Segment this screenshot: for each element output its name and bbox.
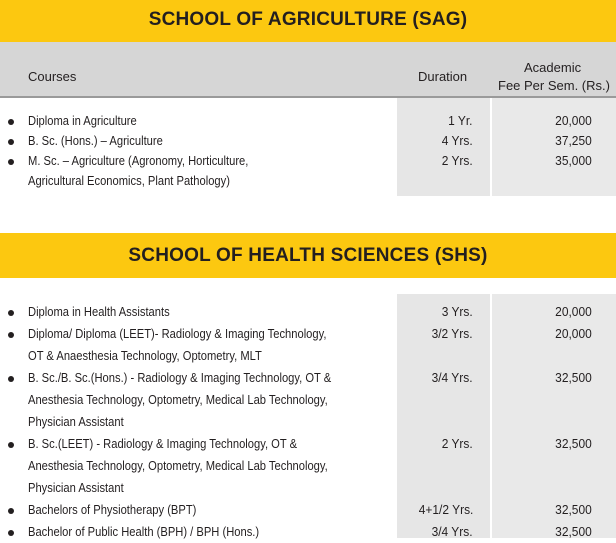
course-fee: 20,000	[555, 304, 592, 319]
course-duration: 3/4 Yrs.	[432, 370, 473, 385]
course-name-line: M. Sc. – Agriculture (Agronomy, Horticulture,	[28, 153, 249, 168]
course-name-line: Diploma in Agriculture	[28, 113, 137, 128]
fee-header-line2: Fee Per Sem. (Rs.)	[498, 78, 610, 93]
list-bullet	[8, 508, 14, 514]
sag-table-header	[0, 42, 616, 98]
course-name-line: Anesthesia Technology, Optometry, Medical Lab Technology,	[28, 458, 328, 473]
list-bullet	[8, 442, 14, 448]
course-duration: 4+1/2 Yrs.	[418, 502, 473, 517]
course-duration: 2 Yrs.	[441, 436, 473, 451]
course-name-line: B. Sc./B. Sc.(Hons.) - Radiology & Imaging Technology, OT &	[28, 370, 332, 385]
course-name-line: B. Sc.(LEET) - Radiology & Imaging Technology, OT &	[28, 436, 298, 451]
list-bullet	[8, 119, 14, 125]
list-bullet	[8, 530, 14, 536]
list-bullet	[8, 310, 14, 316]
course-fee: 32,500	[555, 370, 592, 385]
shs-section-title-banner	[0, 233, 616, 278]
course-name-line: Physician Assistant	[28, 414, 124, 429]
list-bullet	[8, 139, 14, 145]
course-fee: 32,500	[555, 436, 592, 451]
course-duration: 3/4 Yrs.	[432, 524, 473, 539]
course-fee: 32,500	[555, 502, 592, 517]
fee-header-line1: Academic	[524, 60, 582, 75]
sag-section-title-banner	[0, 0, 616, 42]
course-name-line: Anesthesia Technology, Optometry, Medical Lab Technology,	[28, 392, 328, 407]
course-name-line: Agricultural Economics, Plant Pathology)	[28, 173, 230, 188]
course-fee: 20,000	[555, 326, 592, 341]
course-duration: 1 Yr.	[448, 113, 473, 128]
course-name-line: Physician Assistant	[28, 480, 124, 495]
list-bullet	[8, 332, 14, 338]
course-fee: 37,250	[555, 133, 592, 148]
course-name-line: Diploma in Health Assistants	[28, 304, 170, 319]
course-duration: 2 Yrs.	[441, 153, 473, 168]
shs-fee-column-bg	[492, 294, 616, 538]
shs-section-title: SCHOOL OF HEALTH SCIENCES (SHS)	[128, 245, 488, 266]
sag-section-title: SCHOOL OF AGRICULTURE (SAG)	[148, 9, 468, 30]
course-name-line: Bachelor of Public Health (BPH) / BPH (Hons.)	[28, 524, 260, 539]
courses-header: Courses	[28, 69, 77, 84]
course-duration: 3/2 Yrs.	[432, 326, 473, 341]
course-duration: 4 Yrs.	[441, 133, 473, 148]
sag-fee-column-bg	[492, 98, 616, 196]
course-name-line: Diploma/ Diploma (LEET)- Radiology & Imaging Technology,	[28, 326, 327, 341]
course-fee: 35,000	[555, 153, 592, 168]
duration-header: Duration	[418, 69, 468, 84]
list-bullet	[8, 159, 14, 165]
course-name-line: B. Sc. (Hons.) – Agriculture	[28, 133, 163, 148]
course-name-line: Bachelors of Physiotherapy (BPT)	[28, 502, 197, 517]
course-fee: 32,500	[555, 524, 592, 539]
list-bullet	[8, 376, 14, 382]
course-name-line: OT & Anaesthesia Technology, Optometry, MLT	[28, 348, 262, 363]
course-fee: 20,000	[555, 113, 592, 128]
course-duration: 3 Yrs.	[441, 304, 473, 319]
